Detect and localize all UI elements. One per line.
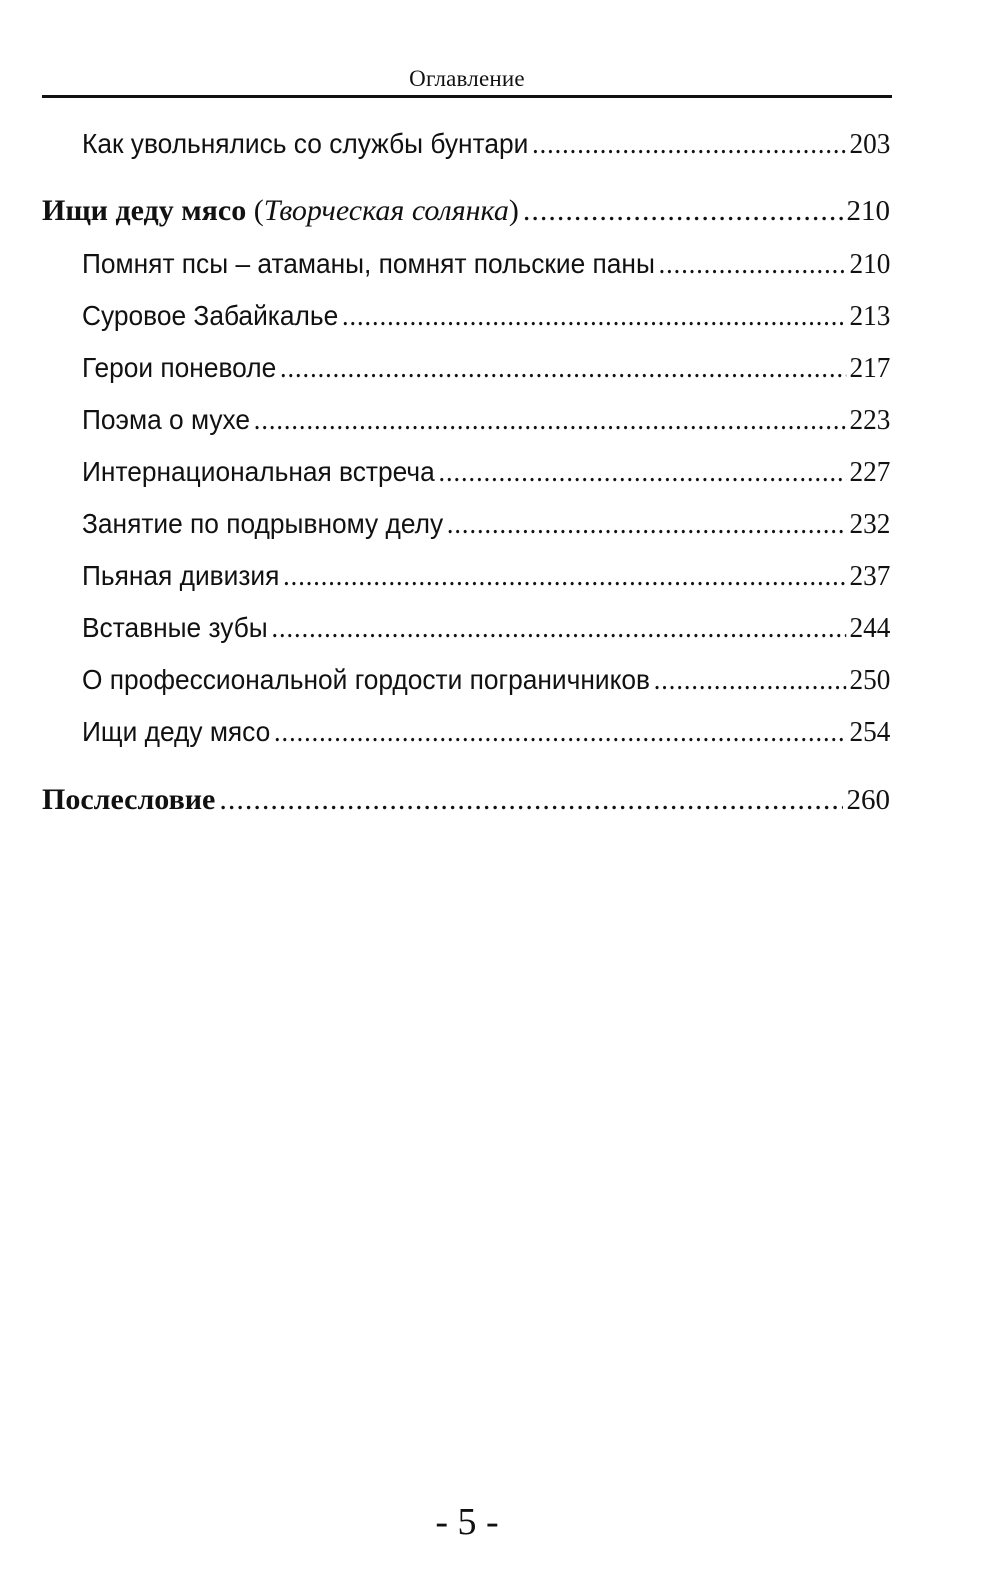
toc-section-paren-open: ( [246, 194, 264, 227]
toc-entry [82, 662, 890, 698]
dot-leader [280, 351, 846, 387]
dot-leader [274, 715, 846, 751]
toc-entry-title: Помнят псы – атаманы, помнят польские паны [82, 248, 655, 279]
toc-entry-page: 227 [849, 456, 891, 488]
dot-leader [219, 782, 842, 818]
toc-entry-page: 223 [849, 404, 891, 436]
toc-entry-title: О профессиональной гордости пограничников [82, 664, 651, 695]
toc-entry-title: Пьяная дивизия [82, 560, 280, 591]
toc-entry-title: Как увольнялись со службы бунтари [82, 128, 529, 159]
toc-entry-page: 232 [849, 508, 891, 540]
toc-entry-title: Поэма о мухе [82, 404, 251, 435]
page-number: - 5 - [435, 1501, 499, 1543]
toc-entry [82, 246, 890, 282]
dot-leader [271, 611, 845, 647]
toc-section [42, 193, 890, 229]
toc-section-page: 210 [846, 195, 890, 227]
toc-entry-title: Ищи деду мясо [82, 716, 271, 747]
toc-entry [82, 610, 890, 646]
toc-entry-page: 254 [849, 716, 891, 748]
toc-entry-page: 244 [849, 612, 891, 644]
toc-entry-page: 210 [849, 248, 891, 280]
dot-leader [532, 127, 846, 163]
toc-entry-title: Занятие по подрывному делу [82, 508, 444, 539]
toc-entry-title: Вставные зубы [82, 612, 268, 643]
dot-leader [523, 193, 843, 229]
toc-section-paren-close: ) [508, 194, 519, 227]
toc-section-title-bold: Ищи деду мясо [42, 194, 247, 227]
toc-entry [82, 402, 890, 438]
toc-section [42, 782, 890, 818]
toc-entry-page: 250 [849, 664, 891, 696]
dot-leader [659, 247, 846, 283]
dot-leader [438, 455, 845, 491]
toc-section-subtitle: Творческая солянка [263, 194, 509, 227]
toc-entry-title: Герои поневоле [82, 352, 277, 383]
toc-section-title [42, 782, 215, 818]
toc-entry-page: 213 [849, 300, 891, 332]
toc-section-title-bold: Послесловие [42, 783, 216, 816]
toc-entry [82, 126, 890, 162]
toc-section-page: 260 [846, 784, 890, 816]
toc-entry [82, 506, 890, 542]
toc-entry [82, 558, 890, 594]
toc-section-title [42, 193, 519, 229]
toc-entry-page: 203 [849, 128, 891, 160]
toc-entry [82, 714, 890, 750]
toc-entry-title: Суровое Забайкалье [82, 300, 339, 331]
toc-entry-page: 237 [849, 560, 891, 592]
toc-entry [82, 298, 890, 334]
toc-entry-page: 217 [849, 352, 891, 384]
running-header: Оглавление [409, 66, 525, 91]
dot-leader [283, 559, 846, 595]
toc-entry-title: Интернациональная встреча [82, 456, 435, 487]
dot-leader [654, 663, 846, 699]
dot-leader [447, 507, 846, 543]
toc-entry [82, 350, 890, 386]
dot-leader [342, 299, 846, 335]
toc-entry [82, 454, 890, 490]
dot-leader [254, 403, 846, 439]
